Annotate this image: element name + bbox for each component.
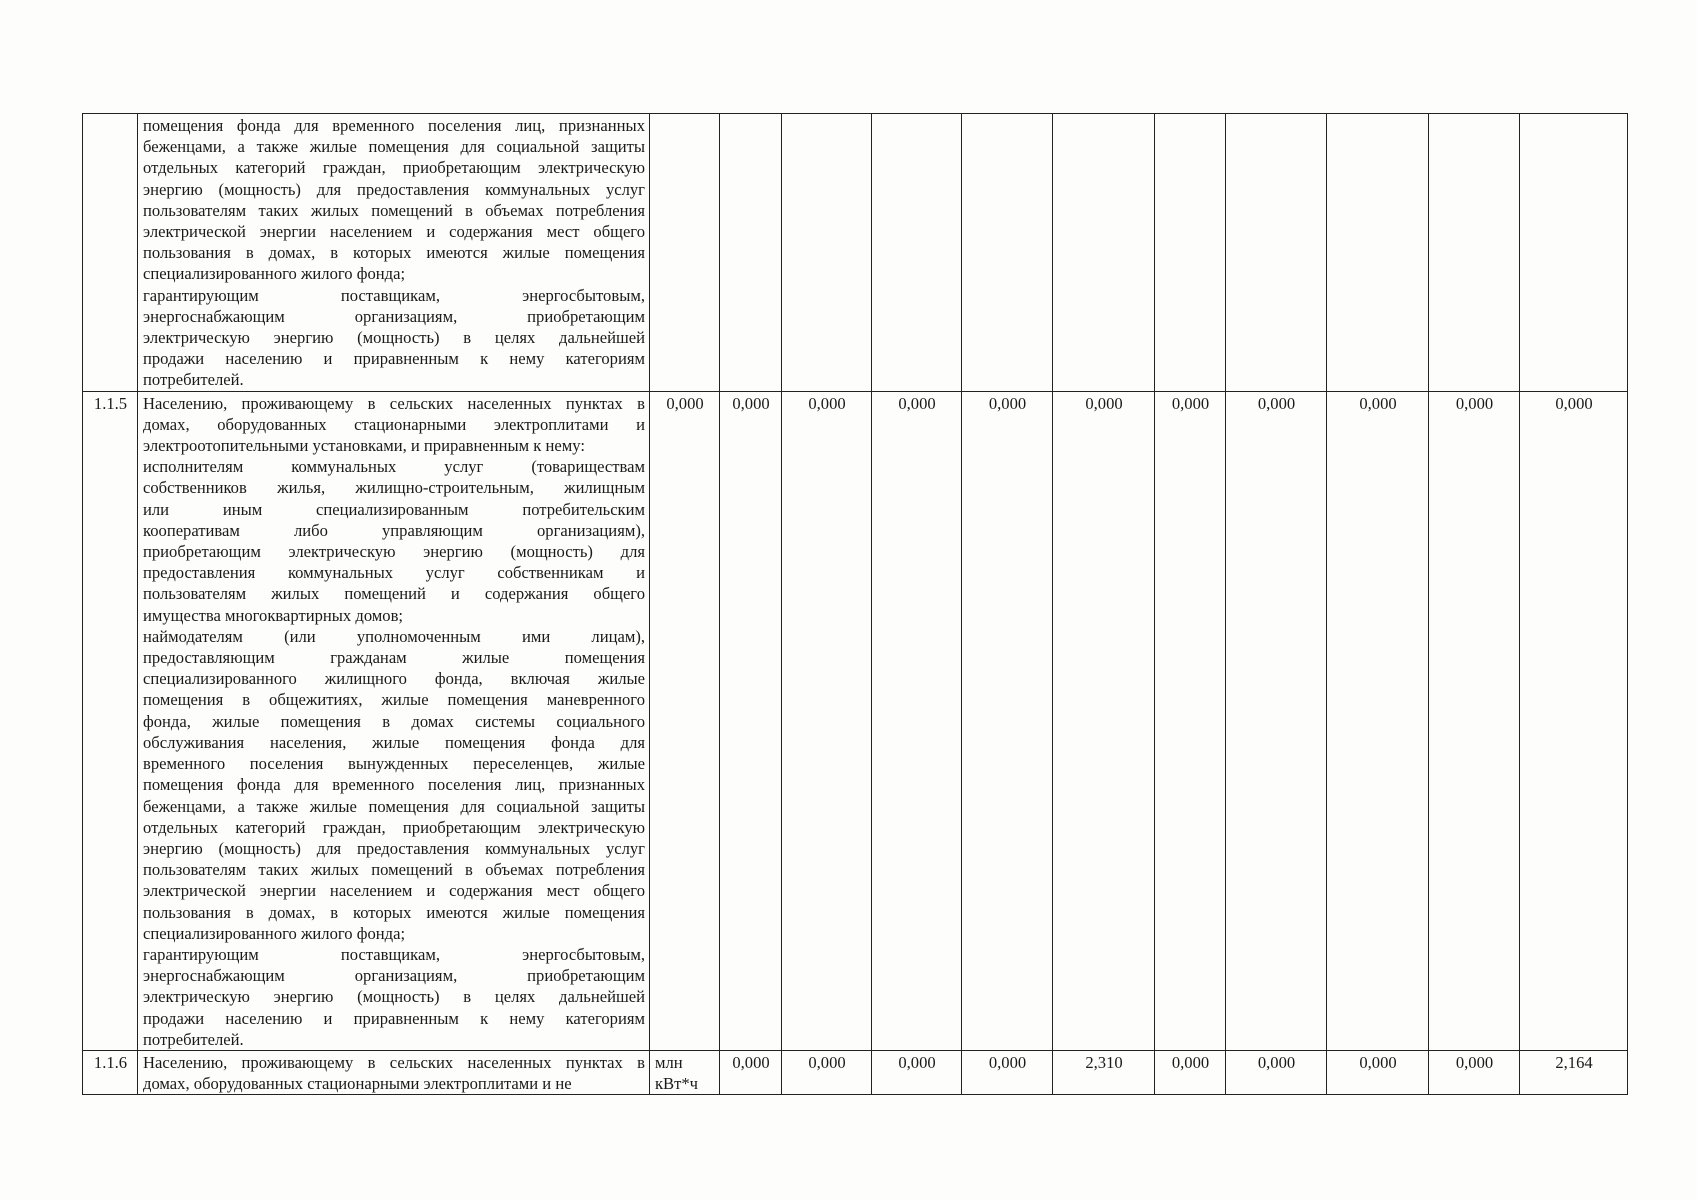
description-line: отдельных категорий граждан, приобретающим электрическую	[143, 158, 645, 178]
description-line: специализированного жилого фонда;	[143, 264, 406, 284]
value-cell	[1429, 114, 1520, 392]
description-line: потребителей.	[143, 1029, 244, 1049]
table-row	[83, 391, 1628, 1050]
value-cell: 0,000	[1155, 1050, 1226, 1094]
value-cell: 0,000	[782, 391, 872, 1050]
value-cell	[782, 114, 872, 392]
description-line: пользователям жилых помещений и содержания общего	[143, 584, 645, 604]
description-line: домах, оборудованных стационарными электроплитами и не	[143, 1074, 572, 1094]
description-line: электрической энергии населением и содержания мест общего	[143, 881, 645, 901]
description-line: исполнителям коммунальных услуг (товариществам	[143, 457, 645, 477]
description-line: потребителей.	[143, 370, 244, 390]
value-cell	[1155, 114, 1226, 392]
description-line: или иным специализированным потребительским	[143, 499, 645, 519]
description-line: продажи населению и приравненным к нему категориям	[143, 349, 645, 369]
description-line: наймодателям (или уполномоченным ими лицам),	[143, 626, 645, 646]
description-line: пользователям таких жилых помещений в объемах потребления	[143, 200, 645, 220]
description-line: обслуживания населения, жилые помещения фонда для	[143, 732, 645, 752]
description-line: энергию (мощность) для предоставления коммунальных услуг	[143, 179, 645, 199]
value-cell: 0,000	[962, 391, 1053, 1050]
description-line: пользования в домах, в которых имеются жилые помещения	[143, 902, 645, 922]
value-cell	[962, 114, 1053, 392]
description-line: Населению, проживающему в сельских населенных пунктах в	[143, 1052, 645, 1072]
value-cell: 0,000	[1226, 1050, 1327, 1094]
value-cell: 0,000	[720, 391, 782, 1050]
value-cell: 0,000	[782, 1050, 872, 1094]
description-line: имущества многоквартирных домов;	[143, 605, 404, 625]
tariff-table	[82, 113, 1628, 1095]
description-line: помещения фонда для временного поселения лиц, признанных	[143, 775, 645, 795]
value-cell: 0,000	[872, 391, 962, 1050]
value-cell: 0,000	[1520, 391, 1628, 1050]
value-cell: 0,000	[872, 1050, 962, 1094]
row-number: 1.1.6	[83, 1050, 138, 1094]
description-line: гарантирующим поставщикам, энергосбытовым,	[143, 944, 645, 964]
description-line: собственников жилья, жилищно-строительным, жилищным	[143, 478, 645, 498]
value-cell: 0,000	[1053, 391, 1155, 1050]
description-line: пользователям таких жилых помещений в объемах потребления	[143, 860, 645, 880]
table-row	[83, 1050, 1628, 1094]
value-cell: 2,164	[1520, 1050, 1628, 1094]
description-line: фонда, жилые помещения в домах системы социального	[143, 711, 645, 731]
value-cell	[720, 114, 782, 392]
description-line: электрическую энергию (мощность) в целях дальнейшей	[143, 328, 645, 348]
row-number: 1.1.5	[83, 391, 138, 1050]
value-cell: 0,000	[1429, 1050, 1520, 1094]
description-line: приобретающим электрическую энергию (мощность) для	[143, 542, 645, 562]
description-line: электрической энергии населением и содержания мест общего	[143, 222, 645, 242]
description-line: помещения в общежитиях, жилые помещения маневренного	[143, 690, 645, 710]
value-cell: 0,000	[1429, 391, 1520, 1050]
value-cell	[1053, 114, 1155, 392]
table-row	[83, 114, 1628, 392]
unit-cell: млн кВт*ч	[650, 1050, 720, 1094]
value-cell: 0,000	[720, 1050, 782, 1094]
document-page	[82, 113, 1627, 1095]
description-line: беженцами, а также жилые помещения для социальной защиты	[143, 796, 645, 816]
description-line: предоставления коммунальных услуг собственникам и	[143, 563, 645, 583]
unit-cell	[650, 114, 720, 392]
description-line: Населению, проживающему в сельских населенных пунктах в	[143, 393, 645, 413]
description-line: электроотопительными установками, и приравненным к нему:	[143, 436, 585, 456]
description-line: беженцами, а также жилые помещения для социальной защиты	[143, 137, 645, 157]
value-cell	[872, 114, 962, 392]
description-line: предоставляющим гражданам жилые помещения	[143, 648, 645, 668]
table-body	[83, 114, 1628, 1095]
description-line: электрическую энергию (мощность) в целях дальнейшей	[143, 987, 645, 1007]
description-line: гарантирующим поставщикам, энергосбытовым,	[143, 285, 645, 305]
description-line: энергоснабжающим организациям, приобретающим	[143, 966, 645, 986]
value-cell: 0,000	[1155, 391, 1226, 1050]
unit-cell: 0,000	[650, 391, 720, 1050]
description-line: специализированного жилищного фонда, включая жилые	[143, 669, 645, 689]
description-line: кооперативам либо управляющим организациям),	[143, 520, 645, 540]
description-line: энергию (мощность) для предоставления коммунальных услуг	[143, 838, 645, 858]
description-line: домах, оборудованных стационарными электроплитами и	[143, 414, 645, 434]
row-number	[83, 114, 138, 392]
value-cell: 0,000	[1226, 391, 1327, 1050]
row-description	[138, 114, 650, 392]
description-line: пользования в домах, в которых имеются жилые помещения	[143, 243, 645, 263]
value-cell: 0,000	[1327, 1050, 1429, 1094]
value-cell: 0,000	[1327, 391, 1429, 1050]
description-line: энергоснабжающим организациям, приобретающим	[143, 306, 645, 326]
value-cell: 0,000	[962, 1050, 1053, 1094]
description-line: специализированного жилого фонда;	[143, 923, 406, 943]
row-description	[138, 1050, 650, 1094]
value-cell: 2,310	[1053, 1050, 1155, 1094]
value-cell	[1226, 114, 1327, 392]
description-line: отдельных категорий граждан, приобретающим электрическую	[143, 817, 645, 837]
row-description	[138, 391, 650, 1050]
value-cell	[1520, 114, 1628, 392]
description-line: помещения фонда для временного поселения лиц, признанных	[143, 116, 645, 135]
description-line: продажи населению и приравненным к нему категориям	[143, 1008, 645, 1028]
value-cell	[1327, 114, 1429, 392]
description-line: временного поселения вынужденных переселенцев, жилые	[143, 754, 645, 774]
